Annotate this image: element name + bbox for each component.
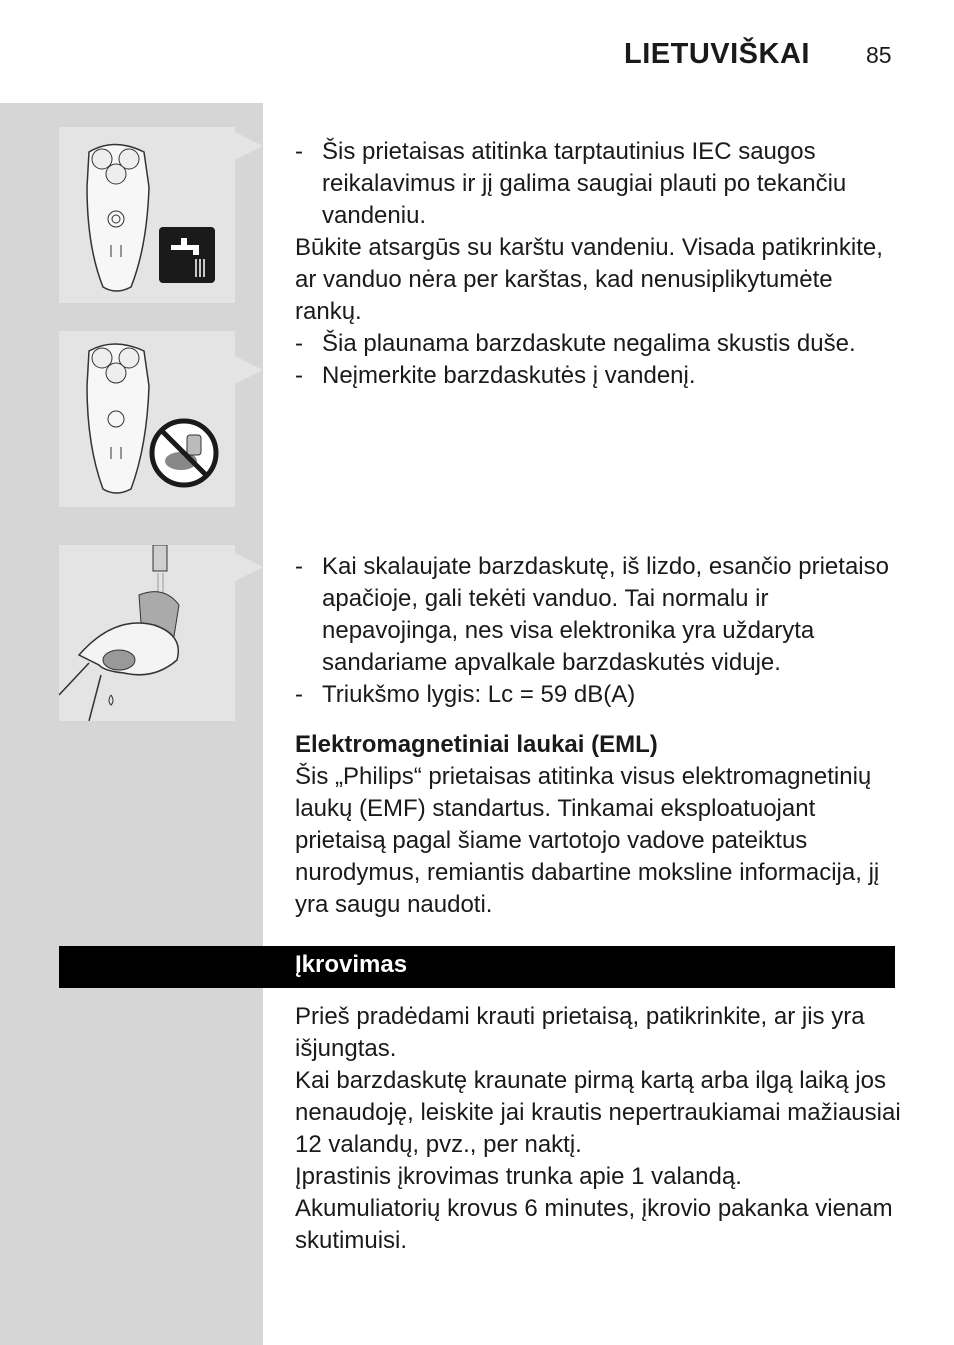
charging-check-off: Prieš pradėdami krauti prietaisą, patikrinkite, ar jis yra išjungtas. [295,1003,865,1062]
list-item [295,551,905,679]
eml-heading: Elektromagnetiniai laukai (EML) [295,731,658,758]
noise-level-text: Triukšmo lygis: Lc = 59 dB(A) [322,681,636,708]
eml-body: Šis „Philips“ prietaisas atitinka visus elektromagnetinių laukų (EMF) standartus. Tinkamai eksploatuojant prietaisą pagal šiame vartotojo vadove pateiktus nurodymus, remiantis dabartine moksline informacija, jį yra saugu naudoti. [295,763,880,918]
bullet-dash: - [295,330,303,357]
pointer-arrow [235,553,263,581]
rinsing-text [295,551,905,711]
list-item [295,679,905,711]
illustration-shaver-tap [59,127,235,303]
quick-charge-text: Akumuliatorių krovus 6 minutes, įkrovio pakanka vienam skutimuisi. [295,1195,893,1254]
hot-water-warning: Būkite atsargūs su karštu vandeniu. Visada patikrinkite, ar vanduo nėra per karštas, kad nenusiplikytumėte rankų. [295,234,883,325]
bullet-dash: - [295,681,303,708]
bullet-dash: - [295,362,303,389]
list-item [295,360,905,392]
list-item [295,136,905,232]
pointer-arrow [235,132,263,160]
water-leak-text: Kai skalaujate barzdaskutę, iš lizdo, esančio prietaiso apačioje, gali tekėti vanduo. Tai normalu ir nepavojinga, nes visa elektronika yra uždaryta sandariame apvalkale barzdaskutės viduje. [322,553,889,676]
charging-heading: Įkrovimas [295,951,408,978]
bullet-dash: - [295,138,303,165]
eml-section [295,729,905,921]
page-language-title: LIETUVIŠKAI [624,38,810,70]
section-heading-bar [59,946,895,988]
water-safety-text [295,136,905,392]
page-number: 85 [866,42,892,68]
bullet-dash: - [295,553,303,580]
charging-duration: Įprastinis įkrovimas trunka apie 1 valandą. [295,1163,742,1190]
no-shower-text: Šia plaunama barzdaskute negalima skustis duše. [322,330,856,357]
charging-first-time: Kai barzdaskutę kraunate pirmą kartą arba ilgą laiką jos nenaudoję, leiskite jai krautis nepertraukiamai mažiausiai 12 valandų, pvz., per naktį. [295,1067,901,1158]
list-item [295,328,905,360]
illustration-rinsing-shaver [59,545,235,721]
charging-text [295,1001,905,1257]
iec-standard-text: Šis prietaisas atitinka tarptautinius IEC saugos reikalavimus ir jį galima saugiai plauti po tekančiu vandeniu. [322,138,847,229]
pointer-arrow [235,356,263,384]
illustration-shaver-no-shower [59,331,235,507]
no-immerse-text: Neįmerkite barzdaskutės į vandenį. [322,362,696,389]
